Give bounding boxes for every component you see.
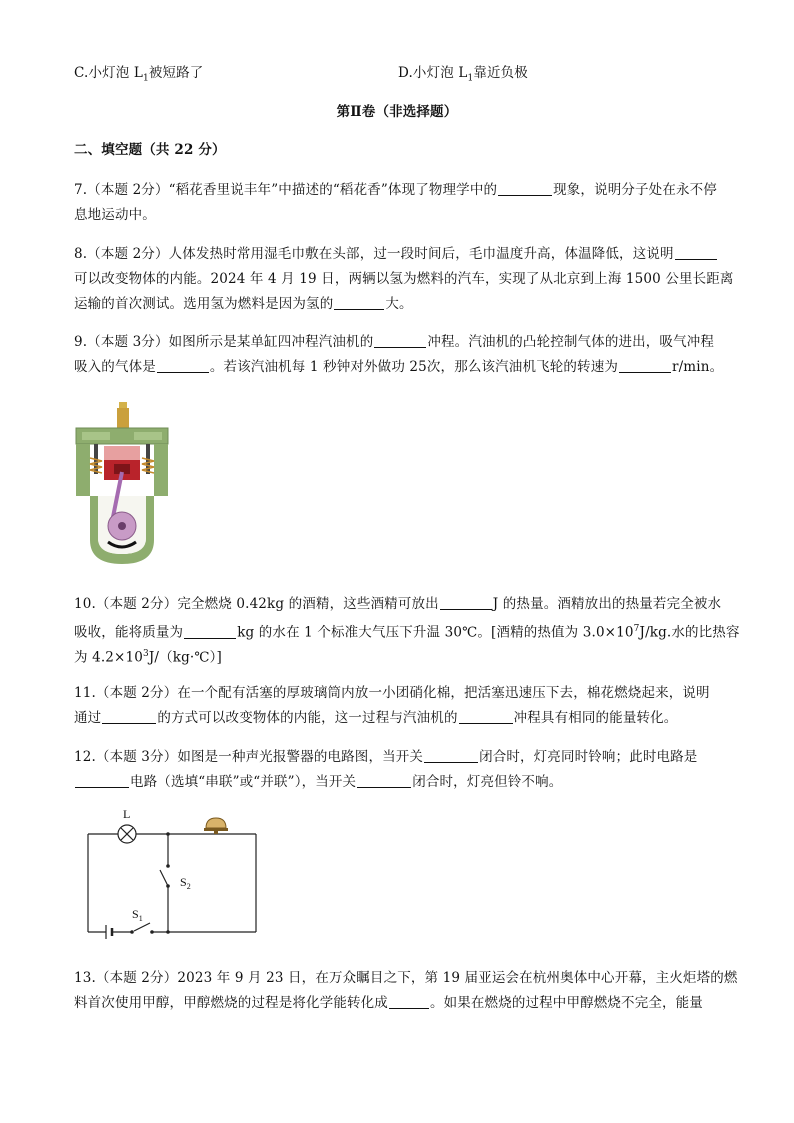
answer-blank[interactable] [357, 773, 411, 788]
question-11-line2: 通过 的方式可以改变物体的内能，这一过程与汽油机的 冲程具有相同的能量转化。 [74, 710, 678, 726]
question-7-cont: 息地运动中。 [74, 207, 156, 223]
answer-blank[interactable] [440, 595, 492, 610]
s1-label: $S_1$ [132, 907, 143, 923]
answer-blank[interactable] [498, 181, 552, 196]
bell-icon [206, 818, 226, 828]
answer-blank[interactable] [675, 245, 717, 260]
answer-blank[interactable] [184, 624, 236, 639]
option-c: C.小灯泡 $L_1$被短路了 D.小灯泡 $L_1$靠近负极 [74, 64, 734, 88]
lamp-label: L [123, 807, 131, 821]
exhaust-spring [142, 458, 154, 473]
cylinder-wall-right [154, 444, 168, 496]
switch-s2-icon [160, 870, 168, 886]
answer-blank[interactable] [424, 748, 478, 763]
spark-plug [117, 408, 129, 428]
s2-label: $S_2$ [180, 875, 191, 891]
question-8-line3: 运输的首次测试。选用氢为燃料是因为氢的 大。 [74, 296, 413, 312]
question-12-line2: 电路（选填“串联”或“并联”），当开关 闭合时，灯亮但铃不响。 [74, 773, 734, 791]
question-13-line2: 料首次使用甲醇，甲醇燃烧的过程是将化学能转化成 。如果在燃烧的过程中甲醇燃烧不完全，能量 [74, 995, 703, 1011]
answer-blank[interactable] [389, 994, 429, 1009]
question-12: 12.（本题 3分）如图是一种声光报警器的电路图，当开关 闭合时，灯亮同时铃响；此时电路是 [74, 749, 698, 765]
combustion-chamber [104, 446, 140, 460]
question-8-line2: 可以改变物体的内能。2024 年 4 月 19 日，两辆以氢为燃料的汽车，实现了从北京到上海 1500 公里长距离 [74, 271, 734, 287]
intake-spring [90, 458, 102, 473]
answer-blank[interactable] [334, 295, 384, 310]
question-11: 11.（本题 2分）在一个配有活塞的厚玻璃筒内放一小团硝化棉，把活塞迅速压下去，棉花燃烧起来，说明 [74, 685, 710, 701]
answer-blank[interactable] [102, 709, 156, 724]
answer-blank[interactable] [75, 773, 129, 788]
circuit-diagram [80, 806, 260, 942]
answer-blank[interactable] [157, 358, 209, 373]
switch-s1-icon [134, 923, 150, 931]
option-d: D.小灯泡 $L_1$靠近负极 [398, 65, 528, 84]
engine-diagram [74, 402, 170, 568]
question-8: 8.（本题 2分）人体发热时常用湿毛巾敷在头部，过一段时间后，毛巾温度升高，体温降低，这说明 [74, 245, 734, 263]
answer-blank[interactable] [619, 358, 671, 373]
question-9: 9.（本题 3分）如图所示是某单缸四冲程汽油机的 冲程。汽油机的凸轮控制气体的进出，吸气冲程 [74, 334, 715, 350]
spark-plug-tip [119, 402, 127, 408]
question-10: 10.（本题 2分）完全燃烧 0.42kg 的酒精，这些酒精可放出 J 的热量。酒精放出的热量若完全被水 [74, 596, 722, 612]
section-title: 第Ⅱ卷（非选择题） [336, 104, 458, 120]
question-10-line3: 为 $4.2\times 10^3J/(kg\cdot℃)$] [74, 649, 222, 666]
answer-blank[interactable] [459, 709, 513, 724]
question-7: 7.（本题 2分）“稻花香里说丰年”中描述的“稻花香”体现了物理学中的 现象，说明分子处在永不停 [74, 182, 717, 198]
question-9-line2: 吸入的气体是 。若该汽油机每 1 秒钟对外做功 25次，那么该汽油机飞轮的转速为 r/min。 [74, 359, 724, 375]
question-10-line2: 吸收，能将质量为 kg 的水在 1 个标准大气压下升温 30℃。[酒精的热值为 $3.0\times 10^7J/kg$.水的比热容 [74, 624, 740, 641]
cylinder-wall-left [76, 444, 90, 496]
section-heading: 二、填空题（共 22 分） [74, 142, 226, 158]
answer-blank[interactable] [374, 333, 426, 348]
question-13: 13.（本题 2分）2023 年 9 月 23 日，在万众瞩目之下，第 19 届亚运会在杭州奥体中心开幕，主火炬塔的燃 [74, 970, 738, 986]
